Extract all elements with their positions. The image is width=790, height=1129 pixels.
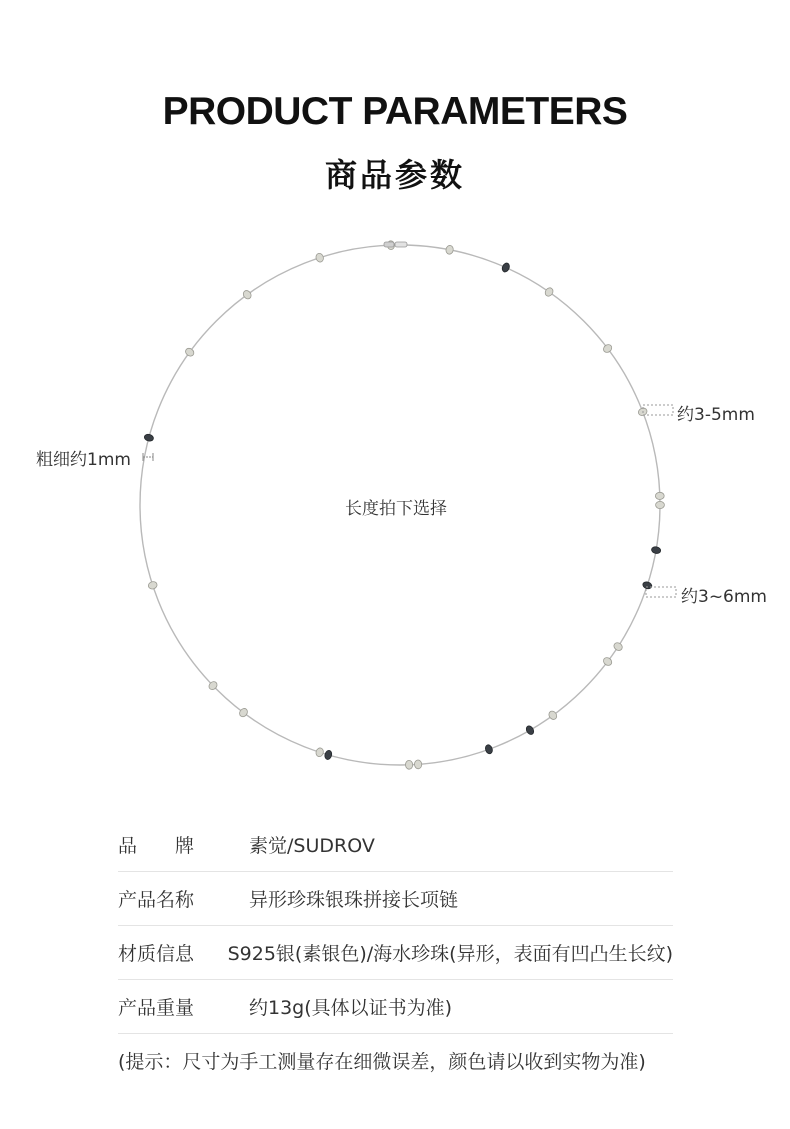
silver-bead xyxy=(655,492,664,500)
dark-pearl-bead xyxy=(144,433,155,442)
dark-pearl-bead xyxy=(525,725,535,736)
clasp-icon xyxy=(384,242,407,247)
silver-bead xyxy=(544,286,555,297)
silver-bead xyxy=(612,641,623,652)
silver-bead xyxy=(238,707,249,718)
silver-bead xyxy=(405,760,413,769)
silver-bead xyxy=(602,656,613,667)
param-row-material xyxy=(118,926,673,980)
silver-bead xyxy=(184,347,195,358)
dark-pearl-bead xyxy=(501,262,511,273)
silver-bead xyxy=(147,581,158,591)
param-label: 材质信息 xyxy=(118,943,195,965)
pearl-size-marker-a xyxy=(643,405,673,415)
param-value: 约13g(具体以证书为准) xyxy=(249,997,453,1019)
pearl-size-label-a: 约3-5mm xyxy=(677,405,755,425)
dark-pearl-bead xyxy=(324,750,333,761)
dark-pearl-bead xyxy=(642,581,653,590)
parameter-table xyxy=(118,818,673,1034)
dark-pearl-bead xyxy=(651,546,661,554)
dark-pearl-bead xyxy=(484,744,493,755)
silver-bead xyxy=(414,760,422,769)
length-note: 长度拍下选择 xyxy=(345,499,447,519)
disclaimer-note: (提示：尺寸为手工测量存在细微误差，颜色请以收到实物为准) xyxy=(118,1051,646,1073)
silver-bead xyxy=(547,710,558,721)
thickness-label: 粗细约1mm xyxy=(36,450,131,470)
param-row-brand xyxy=(118,818,673,872)
silver-bead xyxy=(656,501,665,508)
pearl-size-label-b: 约3~6mm xyxy=(681,587,767,607)
param-row-weight xyxy=(118,980,673,1034)
page-title-cn: 商品参数 xyxy=(324,156,465,194)
silver-bead xyxy=(445,245,454,255)
silver-bead xyxy=(315,747,325,758)
param-value: 异形珍珠银珠拼接长项链 xyxy=(249,889,459,911)
silver-bead xyxy=(602,343,613,354)
param-value: 素觉/SUDROV xyxy=(249,835,375,857)
page-title-en: PRODUCT PARAMETERS xyxy=(162,90,628,133)
silver-bead xyxy=(315,252,325,263)
silver-bead xyxy=(242,289,253,300)
param-label: 产品名称 xyxy=(118,889,195,911)
param-label: 品 牌 xyxy=(118,835,195,857)
param-value: S925银(素银色)/海水珍珠(异形，表面有凹凸生长纹) xyxy=(227,943,673,965)
param-label: 产品重量 xyxy=(118,997,195,1019)
param-row-name xyxy=(118,872,673,926)
